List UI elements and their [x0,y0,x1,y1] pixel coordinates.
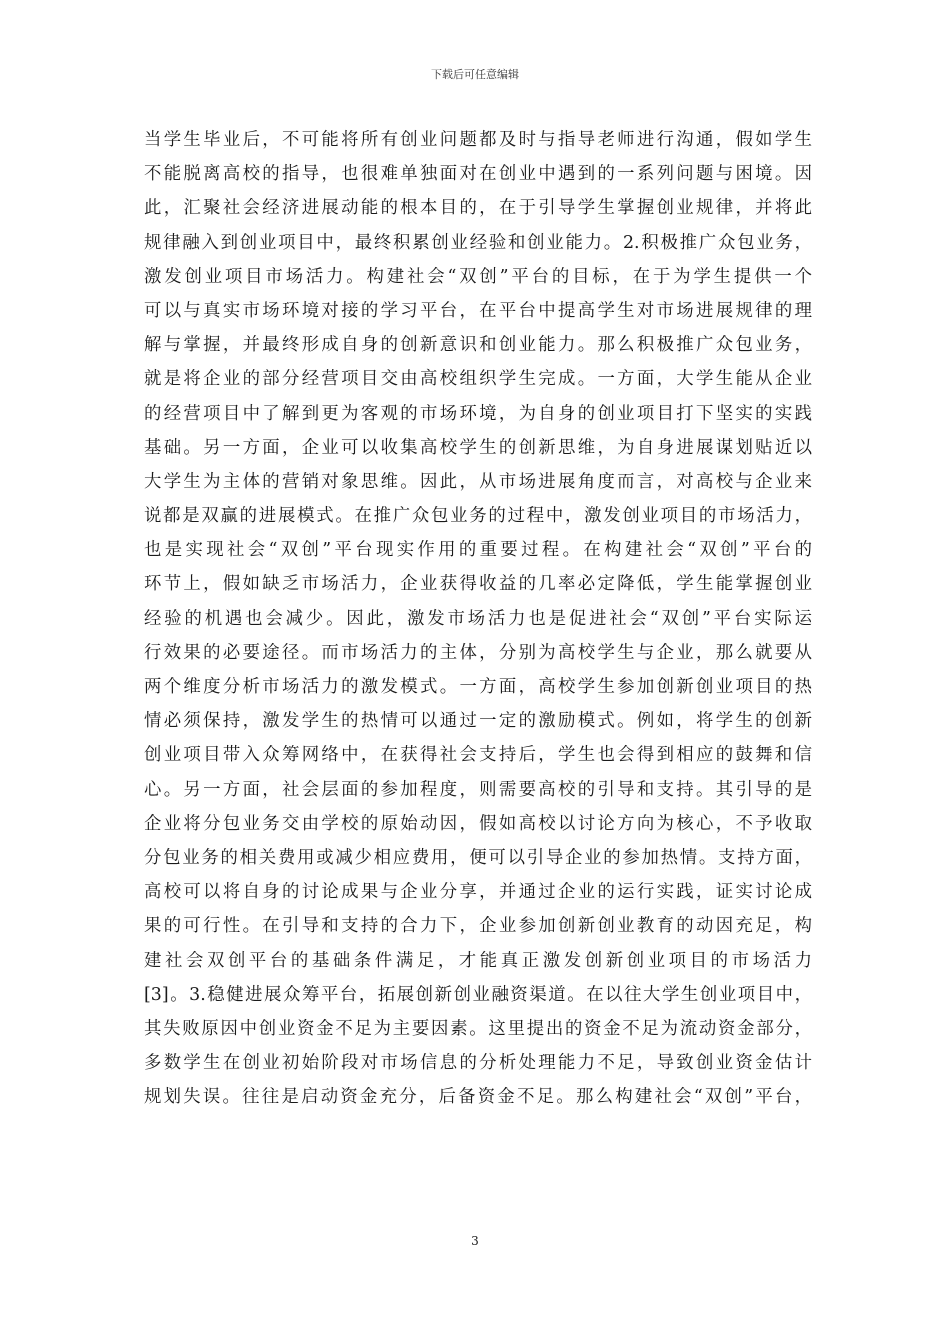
text-line: 经验的机遇也会减少。因此，激发市场活力也是促进社会“双创”平台实际运 [144,608,812,629]
text-line: 两个维度分析市场活力的激发模式。一方面，高校学生参加创新创业项目的热 [144,677,812,697]
text-line: 其失败原因中创业资金不足为主要因素。这里提出的资金不足为流动资金部分， [144,1018,812,1039]
text-line: 环节上，假如缺乏市场活力，企业获得收益的几率必定降低，学生能掌握创业 [144,574,812,595]
text-line: 的经营项目中了解到更为客观的市场环境，为自身的创业项目打下坚实的实践 [144,403,812,424]
text-line: 可以与真实市场环境对接的学习平台，在平台中提高学生对市场进展规律的理 [144,300,812,321]
text-line: 当学生毕业后，不可能将所有创业问题都及时与指导老师进行沟通，假如学生 [144,130,812,150]
text-line: 创业项目带入众筹网络中，在获得社会支持后，学生也会得到相应的鼓舞和信 [144,745,812,766]
text-line: 规划失误。往往是启动资金充分，后备资金不足。那么构建社会“双创”平台， [144,1087,812,1108]
page-header: 下载后可任意编辑 [431,68,519,81]
text-line: 规律融入到创业项目中，最终积累创业经验和创业能力。2.积极推广众包业务， [144,232,812,253]
text-line: 高校可以将自身的讨论成果与企业分享，并通过企业的运行实践，证实讨论成 [144,882,812,903]
text-line: 分包业务的相关费用或减少相应费用，便可以引导企业的参加热情。支持方面， [144,847,812,868]
text-line: 心。另一方面，社会层面的参加程度，则需要高校的引导和支持。其引导的是 [144,779,812,800]
text-line: 激发创业项目市场活力。构建社会“双创”平台的目标，在于为学生提供一个 [144,266,812,287]
text-line: 就是将企业的部分经营项目交由高校组织学生完成。一方面，大学生能从企业 [144,369,812,390]
page-number: 3 [471,1234,479,1248]
text-line: 建社会双创平台的基础条件满足，才能真正激发创新创业项目的市场活力 [144,950,812,971]
text-line: 也是实现社会“双创”平台现实作用的重要过程。在构建社会“双创”平台的 [144,540,812,561]
text-line: 企业将分包业务交由学校的原始动因，假如高校以讨论方向为核心，不予收取 [144,813,812,834]
text-line: 行效果的必要途径。而市场活力的主体，分别为高校学生与企业，那么就要从 [144,642,812,663]
text-line: 大学生为主体的营销对象思维。因此，从市场进展角度而言，对高校与企业来 [144,471,812,492]
text-line: 多数学生在创业初始阶段对市场信息的分析处理能力不足，导致创业资金估计 [144,1053,812,1074]
text-line: 解与掌握，并最终形成自身的创新意识和创业能力。那么积极推广众包业务， [144,335,812,356]
text-line: 说都是双赢的进展模式。在推广众包业务的过程中，激发创业项目的市场活力， [144,506,812,527]
text-line: 不能脱离高校的指导，也很难单独面对在创业中遇到的一系列问题与困境。因 [144,164,812,185]
text-line: 此，汇聚社会经济进展动能的根本目的，在于引导学生掌握创业规律，并将此 [144,198,812,219]
text-line: 基础。另一方面，企业可以收集高校学生的创新思维，为自身进展谋划贴近以 [144,437,812,458]
text-line: [3]。3.稳健进展众筹平台，拓展创新创业融资渠道。在以往大学生创业项目中， [144,984,812,1005]
text-line: 情必须保持，激发学生的热情可以通过一定的激励模式。例如，将学生的创新 [144,711,812,732]
text-line: 果的可行性。在引导和支持的合力下，企业参加创新创业教育的动因充足，构 [144,916,812,937]
body-text [144,123,812,1114]
